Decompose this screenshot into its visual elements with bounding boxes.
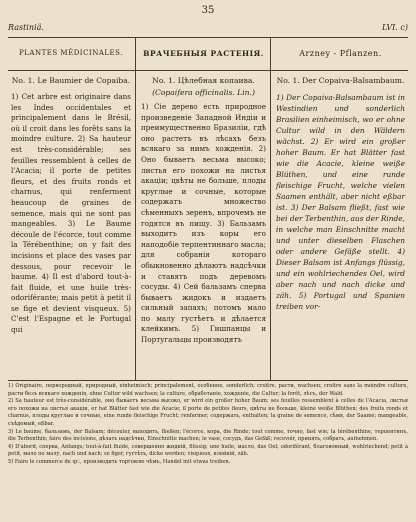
column-header-german: Arzney - Pflanzen.	[299, 48, 382, 58]
text-columns	[8, 38, 408, 380]
footnotes	[8, 383, 408, 519]
page-number: 35	[201, 5, 215, 16]
running-head-right: LVI. c)	[382, 23, 408, 32]
entry-text-german: 1) Der Copaiva-Balsambaum ist in Westindien und sonderlich Brasilien einheimisch, wo er ohne Cultur wild in den Wäldern wächst. 2) Er wird ein großer hoher Baum. Er hat Blätter fast wie die Acacie, kleine weiße Blüthen, und eine runde fleischige Frucht, welche vielen Saamen enthält, aber nicht eßbar ist. 3) Der Balsam fließt, fast wie bei der Terbenthin, aus der Rinde, in welche man Einschnitte macht und unter dieselben Flaschen oder andere Gefäße stellt. 4) Dieser Balsam ist Anfangs flüssig, und ein wohlriechendes Oel, wird aber nach und nach dicke und zäh. 5) Portugal und Spanien treiben vor-	[276, 93, 405, 311]
running-head	[8, 23, 408, 35]
entry-title-french: No. 1. Le Baumier de Copaiba.	[11, 76, 131, 85]
entry-title-german: No. 1. Der Copaiva-Balsambaum.	[276, 76, 405, 85]
footnote-5: 5) Faire le commerce de qc., производить торговлю чѣмъ, Handel mit etwas treiben.	[8, 458, 231, 465]
german-column	[273, 38, 408, 380]
footnote-3: 3) Le baume, бальзамъ, der Balsam; découler, выходить, fließen; l'écorce, кора, die Rinde; tout comme, точно, fast wie; la térébenthine, терпентинъ, die Terbenthin; faire des incisions, дѣлать надсѣчки, Einschnitte machen; le vase, сосудъ, das Gefäß; recevoir, принять, собрать, aufnehmen.	[8, 428, 408, 443]
footnote-rule	[8, 380, 408, 381]
running-head-left: Rastiniä.	[8, 23, 44, 32]
column-header-french: PLANTES MÉDICINALES.	[19, 49, 123, 57]
entry-subtitle-russian: (Copaifera officinalis. Lin.)	[152, 88, 255, 97]
footnote-4: 4) D'abord, сперва, Anfangs; tout-à-fait fluide, совершенно жидкій, flüssig; une huile, масло, das Oel; odoriférant, благовонный, wohlriechend; petit à petit, мало по малу, nach und nach; se figer, густѣть, dicke werden; visqueux, клейкій, zäh.	[8, 443, 408, 458]
footnote-2: 2) Sa hauteur est très-considérable, оно бываетъ весьма высоко, er wird ein großer hoher Baum; ses feuilles ressemblent à celles de l'Acacia, листья его похожи на листья акаціи, er hat Blätter fast wie die Acacie; il porte de petites fleurs, цвѣты не больше, kleine weiße Blüthen; des fruits ronds et charnus, плоды круглые и сочные, eine runde fleischige Frucht; renfermer, содержать, enthalten; la graine de semence, сѣмя, der Saame; mangeable, съѣдомый, eßbar.	[8, 398, 408, 427]
column-header-russian: ВРАЧЕБНЫЯ РАСТЕНІЯ.	[143, 48, 264, 58]
footnote-1: 1) Originaire, первородный, природный, einheimisch; principalement, особенно, sonderlich; croître, расти, wachsen; croître sans la moindre culture, расти безъ всякаго хожденія, ohne Cultur wild wachsen; la culture, обработаніе, хожденіе, die Cultur; la forêt, лѣсъ, der Wald.	[8, 383, 408, 397]
french-column	[8, 38, 134, 380]
entry-title-russian: No. 1. Цѣлебная копаива.	[152, 76, 255, 85]
russian-column	[138, 38, 269, 380]
entry-text-french: 1) Cet arbre est originaire dans les Indes occidentales et principalement dans le Brésil, où il croit dans les forêts sans la moindre culture. 2) Sa hauteur est très-considérable; ses feuilles ressemblent à celles de l'Acacia; il porte de petites fleurs, et des fruits ronds et charnus, qui renferment beaucoup de graines de semence, mais qui ne sont pas mangeables. 3) Le Baume découle de l'écorce, tout comme la Térébenthine; on y fait des incisions et place des vases par dessous, pour recevoir le baume. 4) Il est d'abord tout-à-fait fluide, et une huile très-odoriférante; mais petit à petit il se fige et devient visqueux. 5) C'est l'Espagne et le Portugal qui	[11, 92, 131, 335]
entry-text-russian: 1) Сіе дерево есть природное произведеніе Западной Индіи и преимущественно Бразиліи, гдѣ оно растетъ въ лѣсахъ безъ всякаго за нимъ хожденія. 2) Оно бываетъ весьма высоко; листья его похожи на листья акаціи; цвѣты не больше, плоды круглые и сочные, которые содержатъ множество сѣменныхъ зеренъ, впрочемъ не годятся въ пищу. 3) Бальзамъ выходитъ изъ коры его наподобіе терпентиннаго масла; для собранія котораго обыкновенно дѣлаютъ надсѣчки и ставятъ подъ деревомъ сосуды. 4) Сей бальзамъ сперва бываетъ жидокъ и издаетъ сильный запахъ; потомъ мало по малу густѣетъ и дѣлается клейкимъ. 5) Гишпанцы и Португальцы производятъ	[141, 102, 266, 345]
